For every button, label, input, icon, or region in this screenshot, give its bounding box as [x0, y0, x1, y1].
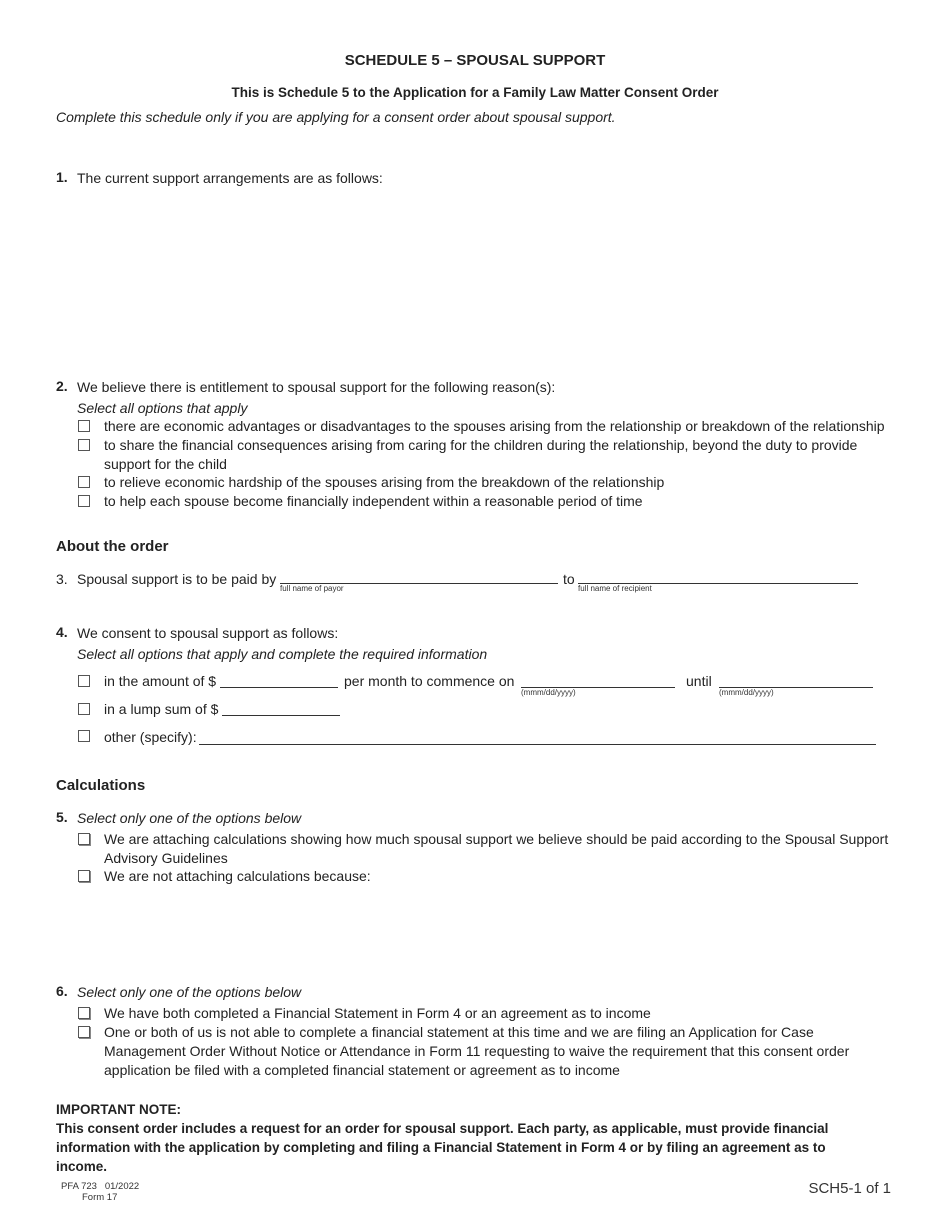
q6-option-unable-cont2: application be filed with a completed financial statement or agreement as to income — [104, 1062, 620, 1078]
q6-number: 6. — [56, 983, 68, 999]
q2-option-economic: there are economic advantages or disadvantages to the spouses arising from the relationship or breakdown of the relationship — [104, 418, 885, 434]
q3-to-label: to — [563, 571, 575, 587]
q6-option-completed: We have both completed a Financial Statement in Form 4 or an agreement as to income — [104, 1005, 651, 1021]
important-note-line-2: information with the application by completing and filing a Financial Statement in Form 4 or by filing an agreement as to — [56, 1140, 826, 1155]
q5-option-attaching-cont: Advisory Guidelines — [104, 850, 228, 866]
q2-option-independent: to help each spouse become financially independent within a reasonable period of time — [104, 493, 643, 509]
q5-checkbox-not-attaching[interactable] — [78, 870, 90, 882]
payor-caption: full name of payor — [280, 584, 344, 593]
about-order-heading: About the order — [56, 538, 169, 555]
q4-other-label: other (specify): — [104, 729, 197, 745]
q4-number: 4. — [56, 624, 68, 640]
important-note-line-1: This consent order includes a request for an order for spousal support. Each party, as applicable, must provide financial — [56, 1121, 829, 1136]
q6-instruction: Select only one of the options below — [77, 984, 302, 1000]
q2-option-share: to share the financial consequences arising from caring for the children during the relationship, beyond the duty to provide — [104, 437, 858, 453]
q1-text: The current support arrangements are as follows: — [77, 170, 383, 186]
q5-checkbox-attaching[interactable] — [78, 833, 90, 845]
q4-checkbox-amount[interactable] — [78, 675, 90, 687]
q4-per-month-label: per month to commence on — [344, 673, 515, 689]
q2-checkbox-economic[interactable] — [78, 420, 90, 432]
q2-number: 2. — [56, 378, 68, 394]
q5-reason-area[interactable] — [104, 890, 884, 975]
q2-option-share-cont: support for the child — [104, 456, 227, 472]
q4-amount-label: in the amount of $ — [104, 673, 217, 689]
q5-number: 5. — [56, 809, 68, 825]
important-note-line-3: income. — [56, 1159, 108, 1174]
q6-option-unable: One or both of us is not able to complete a financial statement at this time and we are filing an Application for Case — [104, 1024, 814, 1040]
form-number: Form 17 — [82, 1192, 118, 1203]
monthly-amount-field[interactable] — [220, 687, 338, 688]
form-code: PFA 723 01/2022 — [61, 1181, 140, 1192]
calculations-heading: Calculations — [56, 777, 146, 794]
q4-lump-sum-label: in a lump sum of $ — [104, 701, 219, 717]
other-specify-field[interactable] — [199, 744, 876, 745]
q4-until-label: until — [686, 673, 712, 689]
page-subtitle: This is Schedule 5 to the Application for a Family Law Matter Consent Order — [231, 85, 719, 100]
q2-checkbox-share[interactable] — [78, 439, 90, 451]
until-date-caption: (mmm/dd/yyyy) — [719, 688, 774, 697]
recipient-caption: full name of recipient — [578, 584, 652, 593]
q2-checkbox-hardship[interactable] — [78, 476, 90, 488]
intro-text: Complete this schedule only if you are applying for a consent order about spousal support. — [56, 109, 616, 125]
important-note-heading: IMPORTANT NOTE: — [56, 1102, 181, 1117]
q5-option-not-attaching: We are not attaching calculations because: — [104, 868, 371, 884]
q2-checkbox-independent[interactable] — [78, 495, 90, 507]
q4-text: We consent to spousal support as follows: — [77, 625, 339, 641]
q2-option-hardship: to relieve economic hardship of the spouses arising from the breakdown of the relationship — [104, 474, 665, 490]
q6-checkbox-unable[interactable] — [78, 1026, 90, 1038]
q5-option-attaching: We are attaching calculations showing how much spousal support we believe should be paid according to the Spousal Support — [104, 831, 889, 847]
q6-checkbox-completed[interactable] — [78, 1007, 90, 1019]
commence-date-caption: (mmm/dd/yyyy) — [521, 688, 576, 697]
q5-instruction: Select only one of the options below — [77, 810, 302, 826]
q1-number: 1. — [56, 169, 68, 185]
q6-option-unable-cont1: Management Order Without Notice or Attendance in Form 11 requesting to waive the requirement that this consent order — [104, 1043, 850, 1059]
lump-sum-field[interactable] — [222, 715, 340, 716]
q1-answer-area[interactable] — [77, 192, 882, 362]
q3-number: 3. — [56, 571, 68, 587]
page-number: SCH5-1 of 1 — [808, 1180, 891, 1197]
q4-checkbox-lump-sum[interactable] — [78, 703, 90, 715]
q4-checkbox-other[interactable] — [78, 730, 90, 742]
page-title: SCHEDULE 5 – SPOUSAL SUPPORT — [344, 52, 606, 69]
q2-instruction: Select all options that apply — [77, 400, 248, 416]
q2-text: We believe there is entitlement to spousal support for the following reason(s): — [77, 379, 556, 395]
q3-text: Spousal support is to be paid by — [77, 571, 277, 587]
q4-instruction: Select all options that apply and complete the required information — [77, 646, 488, 662]
